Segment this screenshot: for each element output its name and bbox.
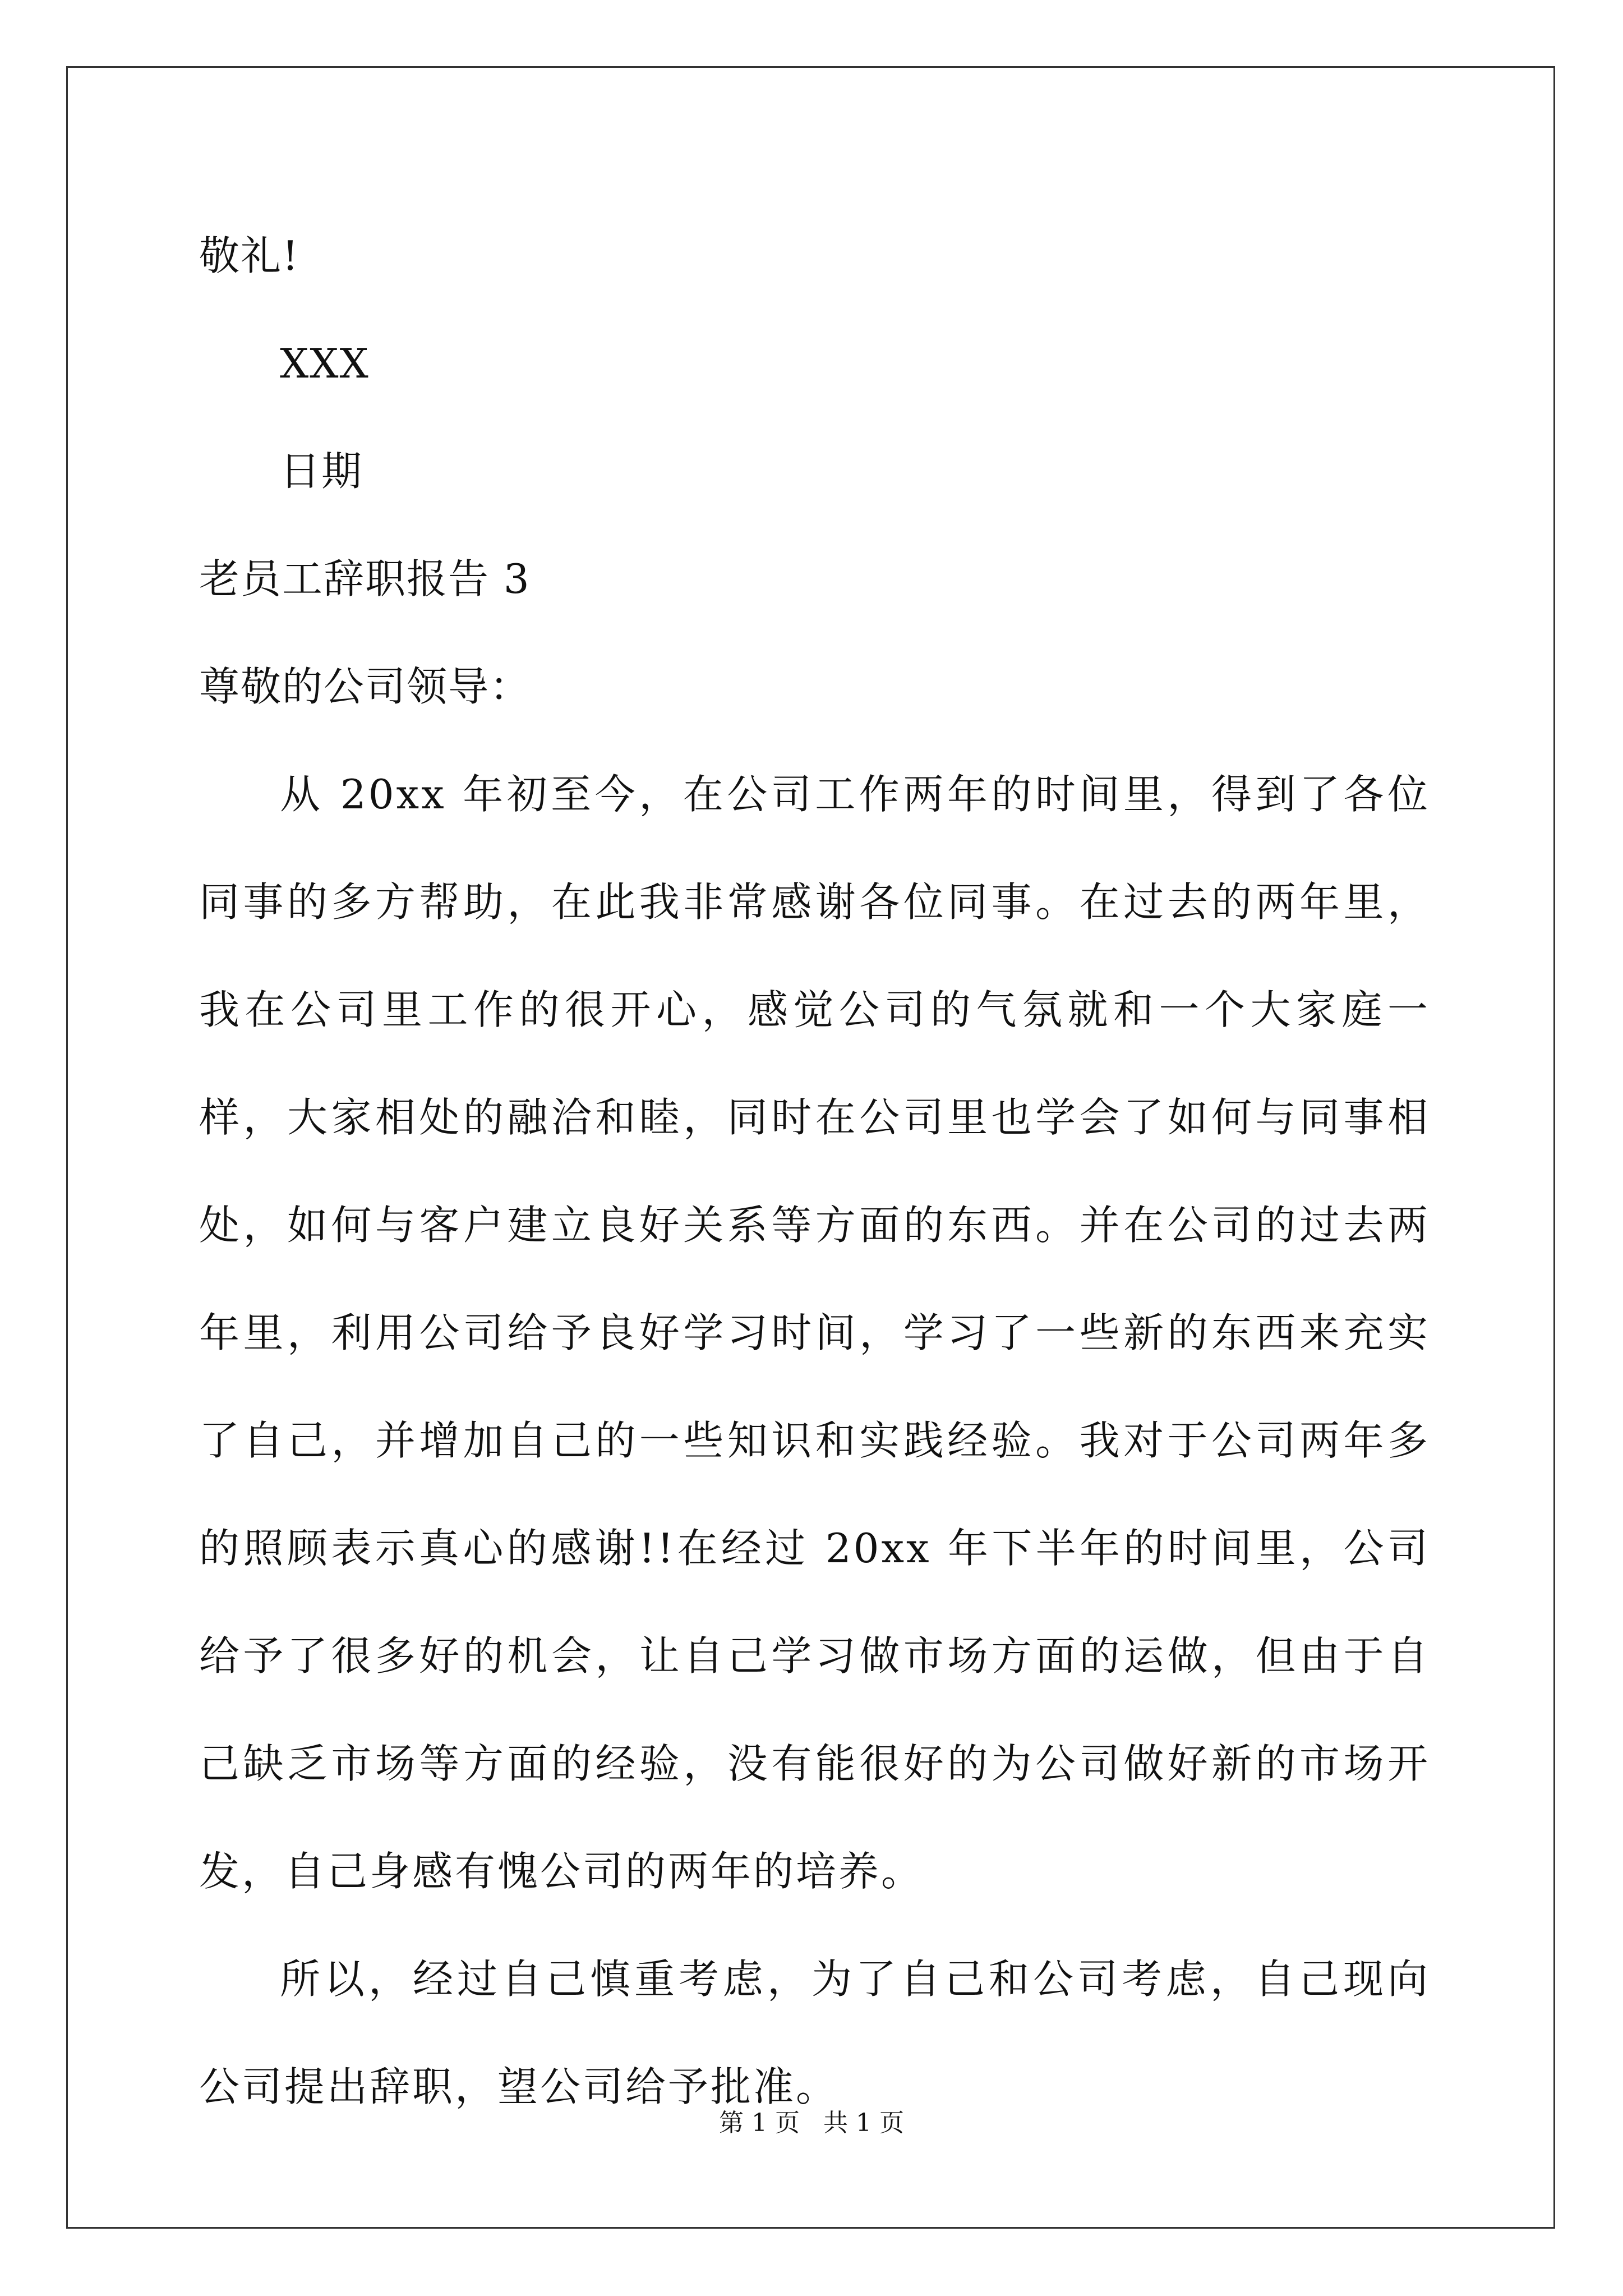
signature-name: XXX — [280, 340, 370, 387]
page-number-current: 第 1 页 — [719, 2109, 800, 2137]
closing-salutation: 敬礼! — [199, 232, 299, 279]
document-body — [199, 202, 1430, 2141]
page-number-total: 共 1 页 — [823, 2109, 904, 2137]
section-title: 老员工辞职报告 3 — [199, 555, 531, 602]
signature-date: 日期 — [280, 448, 363, 495]
greeting: 尊敬的公司领导： — [199, 663, 532, 710]
body-paragraph-2: 所以，经过自己慎重考虑，为了自己和公司考虑，自己现向公司提出辞职，望公司给予批准。 — [199, 1955, 1430, 2110]
page-footer — [0, 2106, 1623, 2140]
body-paragraph-1: 从 20xx 年初至今，在公司工作两年的时间里，得到了各位同事的多方帮助，在此我非常感谢各位同事。在过去的两年里，我在公司里工作的很开心，感觉公司的气氛就和一个大家庭一样，大家相处的融洽和睦，同时在公司里也学会了如何与同事相处，如何与客户建立良好关系等方面的东西。并在公司的过去两年里，利用公司给予良好学习时间，学习了一些新的东西来充实了自己，并增加自己的一些知识和实践经验。我对于公司两年多的照顾表示真心的感谢!!在经过 20xx 年下半年的时间里，公司给予了很多好的机会，让自己学习做市场方面的运做，但由于自己缺乏市场等方面的经验，没有能很好的为公司做好新的市场开发，自己身感有愧公司的两年的培养。 — [199, 771, 1430, 1895]
